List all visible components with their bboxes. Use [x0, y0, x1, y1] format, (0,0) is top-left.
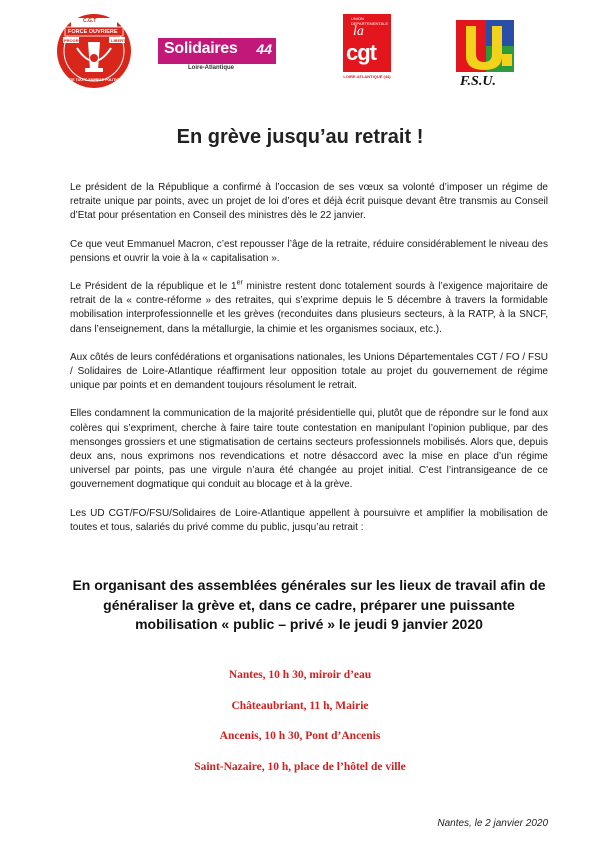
document-body — [70, 181, 548, 543]
solidaires-logo — [158, 38, 276, 78]
paragraph-3-rest: ministre restent donc totalement sourds à l’exigence majoritaire de retrait de la « contre-réforme » des retraites, qui s’exprime depuis le 5 décembre à travers la formidable mobilisation interprofessionnelle et les grèves (reconduites dans plusieurs secteurs, à la RATP, à la SNCF, dans l’enseignement, dans la métallurgie, la chimie et les organismes sociaux, etc.). — [70, 281, 548, 335]
event-item: Nantes, 10 h 30, miroir d’eau — [228, 669, 372, 681]
cgt-logo — [343, 14, 391, 86]
fo-right-text: LIBERTE — [111, 38, 129, 43]
page-title: En grève jusqu’au retrait ! — [176, 126, 424, 148]
fsu-logo — [456, 18, 516, 90]
paragraph-6: Les UD CGT/FO/FSU/Solidaires de Loire-Atlantique appellent à poursuivre et amplifier la mobilisation de toutes et tous, salariés du privé comme du public, jusqu’au retrait : — [70, 507, 548, 533]
fo-circle-text: UNITE TOUTE EMPRISE POLITIQUE — [64, 78, 124, 82]
cgt-label: cgt — [346, 40, 376, 65]
emphasis-callout: En organisant des assemblées générales sur les lieux de travail afin de généraliser la grève et, dans ce cadre, préparer une puissante mobilisation « public – privé » le jeudi 9 janvier 2020 — [72, 577, 546, 632]
solidaires-label: Solidaires — [164, 40, 238, 57]
fo-logo — [55, 12, 133, 90]
paragraph-1: Le président de la République a confirmé à l’occasion de ses vœux sa volonté d’imposer un régime de retraite unique par points, avec un projet de loi d’ores et déjà écrit puisque devant être transmis au Conseil d’Etat pour présentation en Conseil des ministres dès le 22 janvier. — [70, 182, 548, 222]
fo-label-top: C.G.T — [83, 18, 97, 24]
paragraph-3-start: Le Président de la république et le 1 — [70, 281, 237, 293]
fo-left-text: PROGRES — [64, 38, 85, 43]
paragraph-3-superscript: er — [236, 279, 243, 287]
cgt-sub-label: LOIRE-ATLANTIQUE (44) — [343, 74, 391, 79]
solidaires-sub: Loire-Atlantique — [188, 65, 234, 71]
cgt-top-label: UNION DEPARTEMENTALE — [351, 16, 389, 26]
paragraph-3 — [70, 280, 548, 337]
cgt-la-label: la — [353, 24, 364, 39]
date-line: Nantes, le 2 janvier 2020 — [437, 818, 548, 829]
events-list — [0, 668, 600, 790]
fsu-label: F.S.U. — [460, 74, 496, 89]
solidaires-number: 44 — [256, 41, 272, 57]
paragraph-2: Ce que veut Emmanuel Macron, c’est repousser l’âge de la retraite, réduire considérablement le niveau des pensions et ouvrir la voie à la « capitalisation ». — [70, 238, 548, 264]
event-item: Châteaubriant, 11 h, Mairie — [231, 699, 369, 712]
event-item: Saint-Nazaire, 10 h, place de l’hôtel de ville — [194, 760, 406, 773]
paragraph-5: Elles condamnent la communication de la majorité présidentielle qui, plutôt que de répondre sur le fond aux colères qui s’expriment, cherche à faire taire toute contestation en manipulant l’opinion publique, par des mensonges grossiers et une stigmatisation de certains secteurs professionnels mobilisés. Alors que, depuis deux ans, nous exprimons nos revendications et notre désaccord avec la mise en place d’un régime universel par points, pas une virgule n’aura été changée au projet initial. C’est l’intransigeance de ce gouvernement dogmatique qui conduit au blocage et à la grève. — [70, 408, 548, 491]
fsu-emblem-icon — [456, 18, 516, 74]
logos-header — [0, 10, 600, 90]
paragraph-4: Aux côtés de leurs confédérations et organisations nationales, les Unions Départementales CGT / FO / FSU / Solidaires de Loire-Atlantique réaffirment leur opposition totale au projet du gouvernement de régime unique par points et en demandent toujours résolument le retrait. — [70, 351, 548, 392]
fo-label-main: FORCE OUVRIERE — [68, 29, 118, 35]
event-item: Ancenis, 10 h 30, Pont d’Ancenis — [219, 730, 381, 742]
